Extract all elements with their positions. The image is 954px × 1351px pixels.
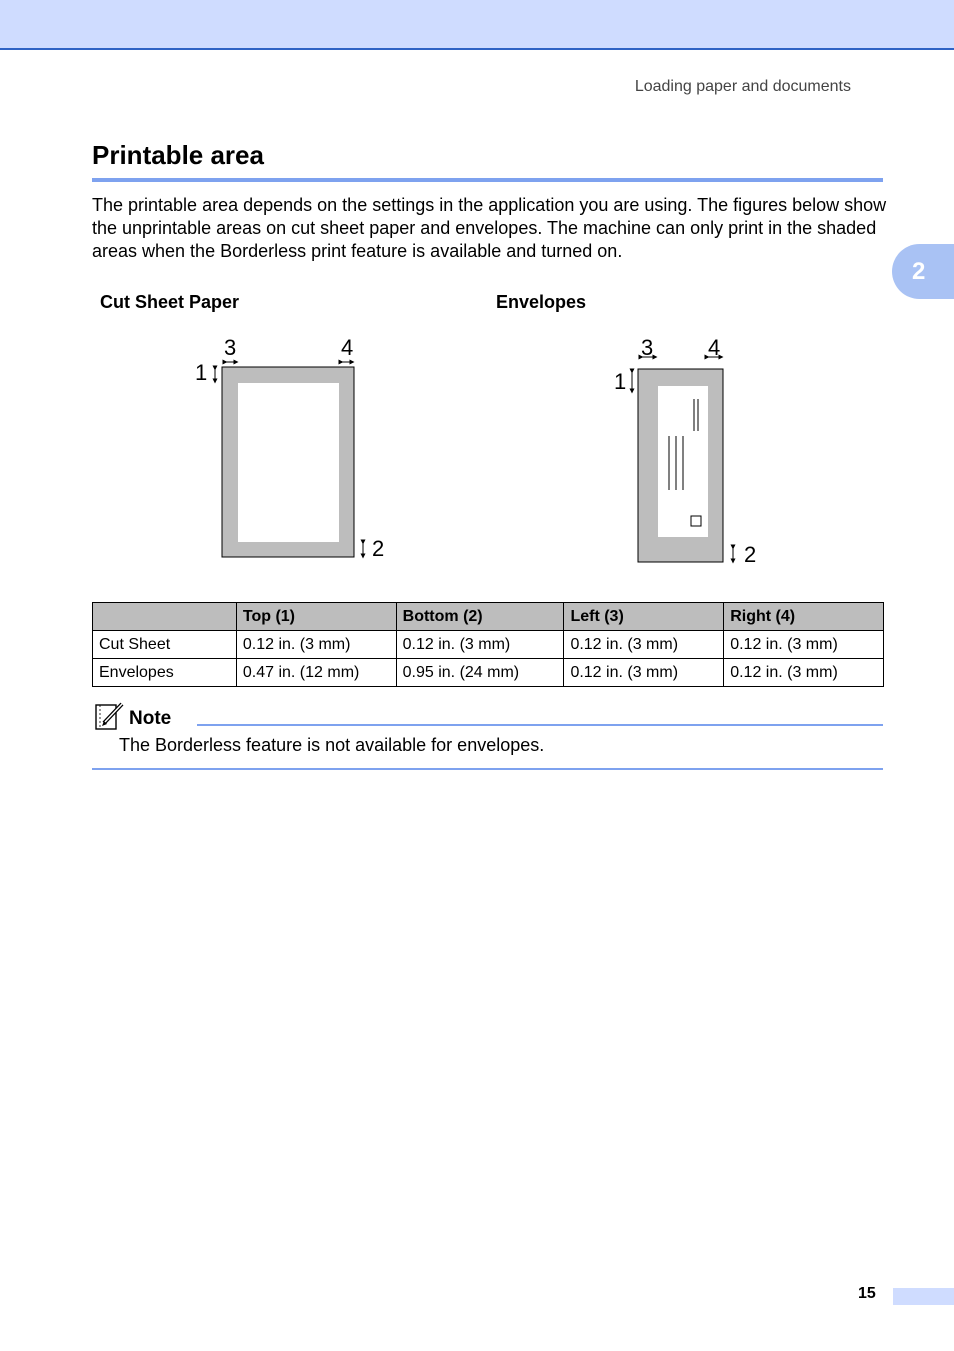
cut-sheet-mark-1: 1 [195, 360, 208, 385]
table-header-cell: Top (1) [236, 603, 396, 631]
envelope-diagram [614, 335, 756, 567]
envelope-mark-2: 2 [744, 542, 757, 567]
note-text: The Borderless feature is not available for envelopes. [119, 735, 545, 755]
running-header: Loading paper and documents [634, 78, 851, 95]
table-header-cell: Bottom (2) [396, 603, 564, 631]
table-header-cell: Left (3) [564, 603, 724, 631]
table-header-cell [93, 603, 237, 631]
printable-area-figures [0, 0, 954, 600]
table-row [93, 631, 884, 659]
envelopes-label: Envelopes [496, 292, 587, 312]
table-cell: 0.12 in. (3 mm) [724, 631, 884, 659]
table-cell: 0.95 in. (24 mm) [396, 659, 564, 687]
cut-sheet-printable-area [238, 383, 339, 542]
note-pencil-icon [94, 701, 126, 731]
table-cell: 0.12 in. (3 mm) [564, 659, 724, 687]
note-label: Note [129, 708, 172, 729]
table-cell: 0.12 in. (3 mm) [236, 631, 396, 659]
intro-paragraph: The printable area depends on the settings in the application you are using. The figures below show the unprintable areas on cut sheet paper and envelopes. The machine can only print in the shaded areas when the Borderless print feature is available and turned on. [92, 195, 887, 261]
table-cell: 0.12 in. (3 mm) [396, 631, 564, 659]
envelope-square [691, 516, 701, 526]
cut-sheet-mark-2: 2 [372, 536, 385, 561]
cut-sheet-mark-4: 4 [341, 335, 354, 360]
chapter-tab: 2 [892, 244, 954, 299]
page-title: Printable area [92, 140, 264, 170]
table-cell: 0.12 in. (3 mm) [564, 631, 724, 659]
envelope-mark-1: 1 [614, 369, 627, 394]
envelope-mark-3: 3 [641, 335, 654, 360]
cut-sheet-mark-3: 3 [224, 335, 237, 360]
table-header-row [93, 603, 884, 631]
page-number: 15 [858, 1285, 876, 1302]
note-rule [197, 724, 883, 726]
envelope-mark-4: 4 [708, 335, 721, 360]
table-cell: Envelopes [93, 659, 237, 687]
cut-sheet-label: Cut Sheet Paper [100, 292, 240, 312]
table-row [93, 659, 884, 687]
note-rule [92, 768, 883, 770]
table-cell: 0.12 in. (3 mm) [724, 659, 884, 687]
cut-sheet-diagram [195, 335, 384, 561]
margins-table [92, 602, 884, 687]
table-cell: Cut Sheet [93, 631, 237, 659]
table-cell: 0.47 in. (12 mm) [236, 659, 396, 687]
table-header-cell: Right (4) [724, 603, 884, 631]
footer-color-band [893, 1288, 954, 1305]
